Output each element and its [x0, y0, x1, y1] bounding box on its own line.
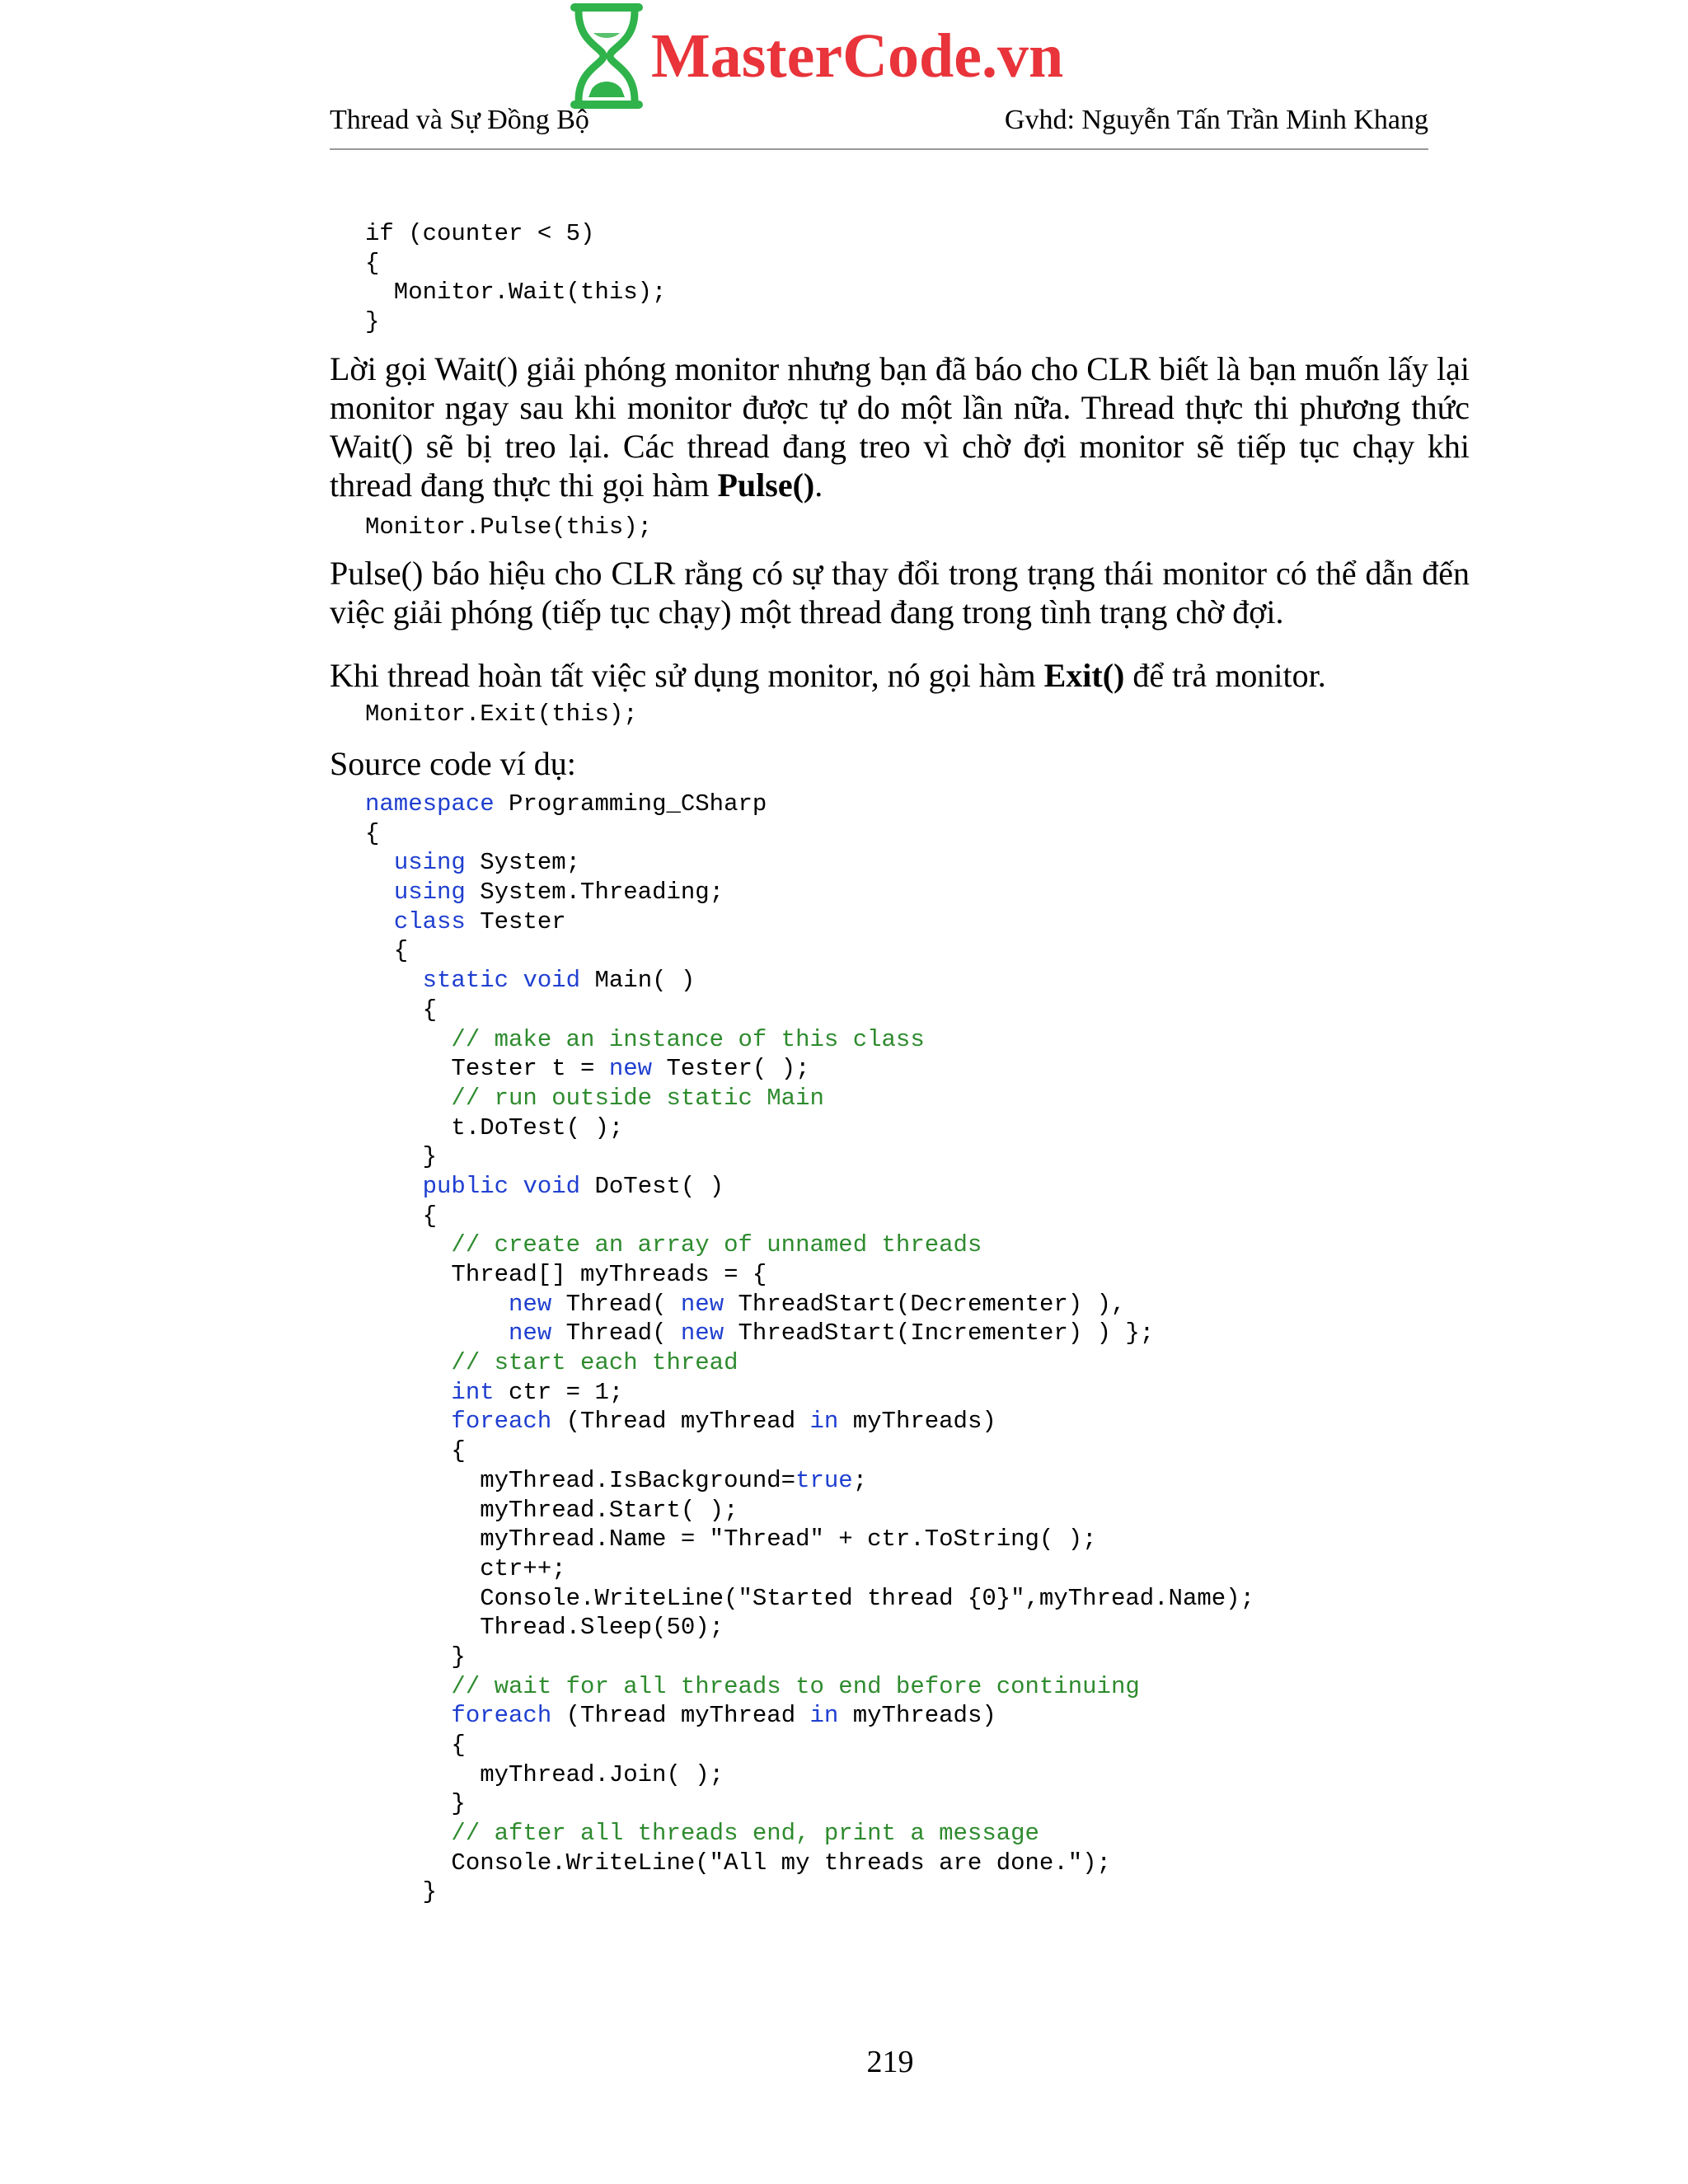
- header-title-right: Gvhd: Nguyễn Tấn Trần Minh Khang: [1004, 105, 1428, 135]
- code-line-exit: Monitor.Exit(this);: [365, 701, 638, 728]
- code-keyword: foreach: [451, 1702, 552, 1730]
- paragraph-exit: [330, 656, 1470, 695]
- code-comment: // create an array of unnamed threads: [451, 1231, 982, 1259]
- code-text: [365, 1291, 509, 1318]
- code-text: Tester( );: [652, 1055, 810, 1083]
- code-text: ThreadStart(Decrementer) ),: [724, 1290, 1126, 1318]
- code-text: [365, 1026, 451, 1053]
- code-text: [365, 1702, 451, 1729]
- code-text: {: [365, 1732, 466, 1759]
- code-keyword: using: [393, 849, 466, 877]
- code-keyword: true: [795, 1466, 853, 1494]
- code-text: [365, 1231, 451, 1258]
- paragraph-pulse-explanation: Pulse() báo hiệu cho CLR rằng có sự thay đổi trong trạng thái monitor có thể dẫn đến việc giải phóng (tiếp tục chạy) một thread đang trong tình trạng chờ đợi.: [330, 555, 1470, 630]
- code-line: [365, 819, 1254, 849]
- code-text: Tester: [465, 907, 566, 935]
- code-text: [365, 908, 394, 935]
- code-line: [365, 907, 1254, 937]
- code-line: [365, 1172, 1254, 1202]
- code-text: {: [365, 819, 380, 847]
- hourglass-logo-icon: [567, 0, 646, 114]
- code-text: myThreads): [838, 1408, 996, 1436]
- code-keyword: void: [523, 967, 581, 995]
- code-line: [365, 1584, 1254, 1614]
- code-keyword: new: [608, 1055, 653, 1083]
- code-keyword: static: [422, 967, 509, 995]
- code-line: [365, 1849, 1254, 1878]
- code-keyword: int: [451, 1378, 495, 1406]
- code-line-pulse: Monitor.Pulse(this);: [365, 513, 653, 541]
- code-text: [365, 1319, 509, 1347]
- code-text: [365, 1379, 451, 1406]
- code-line: [365, 966, 1254, 996]
- code-line: [365, 1230, 1254, 1260]
- code-keyword: foreach: [451, 1408, 552, 1436]
- code-text: myThread.Join( );: [365, 1760, 724, 1788]
- code-text: {: [365, 1437, 466, 1465]
- paragraph-text-end: để trả monitor.: [1124, 657, 1326, 694]
- code-keyword: using: [393, 879, 466, 907]
- paragraph-text: Khi thread hoàn tất việc sử dụng monitor, nó gọi hàm: [330, 657, 1044, 694]
- code-line: [365, 848, 1254, 878]
- paragraph-period: .: [814, 466, 823, 504]
- code-text: myThread.IsBackground=: [365, 1466, 796, 1494]
- code-line: [365, 1496, 1254, 1526]
- paragraph-text: Lời gọi Wait() giải phóng monitor nhưng bạn đã báo cho CLR biết là bạn muốn lấy lại monitor ngay sau khi monitor được tự do một lần nữa. Thread thực thi phương thức Wait() sẽ bị treo lại. Các thread đang treo vì chờ đợi monitor sẽ tiếp tục chạy khi thread đang thực thi gọi hàm: [330, 350, 1470, 504]
- code-line: [365, 1142, 1254, 1172]
- code-line: [365, 1436, 1254, 1466]
- code-line: [365, 1672, 1254, 1702]
- code-comment: // make an instance of this class: [451, 1025, 925, 1053]
- code-line: [365, 1290, 1254, 1319]
- mastercode-logo: [567, 0, 1063, 114]
- code-line: [365, 1613, 1254, 1643]
- code-keyword: new: [509, 1319, 552, 1347]
- code-line: [365, 1113, 1254, 1143]
- pulse-method-bold: Pulse(): [717, 466, 815, 504]
- paragraph-source-code-label: Source code ví dụ:: [330, 745, 576, 782]
- code-text: System.Threading;: [465, 879, 724, 907]
- code-text: Console.WriteLine("Started thread {0}",myThread.Name);: [365, 1584, 1254, 1612]
- code-line: [365, 996, 1254, 1025]
- code-text: [365, 1673, 451, 1700]
- code-text: Console.WriteLine("All my threads are done.");: [365, 1849, 1111, 1877]
- code-text: ctr++;: [365, 1554, 566, 1582]
- code-keyword: new: [509, 1290, 552, 1318]
- code-line: [365, 1260, 1254, 1290]
- code-text: [365, 1820, 451, 1847]
- paragraph-wait-explanation: [330, 349, 1470, 504]
- code-text: [365, 879, 394, 906]
- code-keyword: namespace: [365, 790, 495, 818]
- code-text: Thread[] myThreads = {: [365, 1261, 767, 1288]
- code-comment: // run outside static Main: [451, 1084, 824, 1112]
- code-line: [365, 1731, 1254, 1760]
- code-text: }: [365, 1643, 466, 1671]
- code-text: [509, 967, 523, 994]
- code-text: [509, 1173, 523, 1200]
- code-line: }: [365, 308, 380, 336]
- code-text: [365, 1173, 423, 1200]
- code-text: myThread.Start( );: [365, 1496, 738, 1524]
- code-keyword: public: [422, 1172, 509, 1200]
- code-text: [365, 1349, 451, 1376]
- code-line: [365, 1643, 1254, 1672]
- code-line: [365, 1407, 1254, 1436]
- exit-method-bold: Exit(): [1043, 657, 1125, 694]
- code-keyword: class: [393, 907, 466, 935]
- code-text: }: [365, 1143, 438, 1171]
- code-line: [365, 1348, 1254, 1378]
- code-text: ThreadStart(Incrementer) ) };: [724, 1319, 1155, 1347]
- code-text: [365, 849, 394, 876]
- code-line: [365, 1760, 1254, 1790]
- code-text: (Thread myThread: [551, 1408, 810, 1436]
- code-block-wait: [365, 219, 666, 337]
- code-line: Monitor.Wait(this);: [365, 279, 667, 307]
- code-text: myThread.Name = "Thread" + ctr.ToString( );: [365, 1526, 1097, 1554]
- code-text: DoTest( ): [580, 1172, 724, 1200]
- code-text: [365, 1408, 451, 1435]
- page-number: 219: [866, 2045, 914, 2079]
- header-divider: [330, 148, 1428, 150]
- code-text: Thread(: [551, 1319, 681, 1347]
- code-text: Main( ): [580, 967, 696, 995]
- code-keyword: new: [680, 1290, 724, 1318]
- code-text: (Thread myThread: [551, 1702, 810, 1730]
- code-comment: // wait for all threads to end before continuing: [451, 1672, 1140, 1700]
- code-keyword: in: [809, 1408, 839, 1436]
- logo-text: MasterCode.vn: [651, 21, 1064, 91]
- code-text: ;: [852, 1466, 868, 1494]
- code-line: [365, 1789, 1254, 1819]
- code-comment: // start each thread: [451, 1349, 738, 1377]
- code-text: }: [365, 1790, 466, 1818]
- code-text: ctr = 1;: [494, 1378, 624, 1406]
- code-text: System;: [465, 849, 581, 877]
- code-line: [365, 1378, 1254, 1408]
- header-title-left: Thread và Sự Đồng Bộ: [330, 105, 589, 135]
- code-block-source: [365, 790, 1254, 1907]
- code-text: {: [365, 1202, 438, 1230]
- code-text: myThreads): [838, 1702, 996, 1730]
- code-line: [365, 878, 1254, 907]
- code-text: {: [365, 937, 409, 965]
- code-keyword: in: [809, 1702, 839, 1730]
- code-line: [365, 1319, 1254, 1348]
- code-comment: // after all threads end, print a message: [451, 1820, 1039, 1848]
- code-line: [365, 1554, 1254, 1584]
- code-text: Tester t =: [365, 1055, 609, 1083]
- code-text: Thread(: [551, 1290, 681, 1318]
- code-text: t.DoTest( );: [365, 1113, 624, 1141]
- code-line: {: [365, 249, 380, 277]
- code-line: [365, 1701, 1254, 1731]
- code-text: [365, 1085, 451, 1112]
- code-line: [365, 1084, 1254, 1113]
- code-line: [365, 1202, 1254, 1231]
- code-text: {: [365, 996, 438, 1024]
- code-text: Programming_CSharp: [494, 790, 767, 818]
- code-line: [365, 1877, 1254, 1907]
- code-line: [365, 936, 1254, 966]
- code-line: [365, 1466, 1254, 1496]
- code-line: [365, 1025, 1254, 1055]
- code-line: if (counter < 5): [365, 220, 595, 247]
- code-line: [365, 1054, 1254, 1084]
- code-line: [365, 1525, 1254, 1554]
- code-text: [365, 967, 423, 994]
- code-keyword: void: [523, 1172, 581, 1200]
- code-text: Thread.Sleep(50);: [365, 1614, 724, 1642]
- code-line: [365, 1819, 1254, 1849]
- code-line: [365, 790, 1254, 819]
- code-keyword: new: [680, 1319, 724, 1347]
- code-text: }: [365, 1878, 438, 1906]
